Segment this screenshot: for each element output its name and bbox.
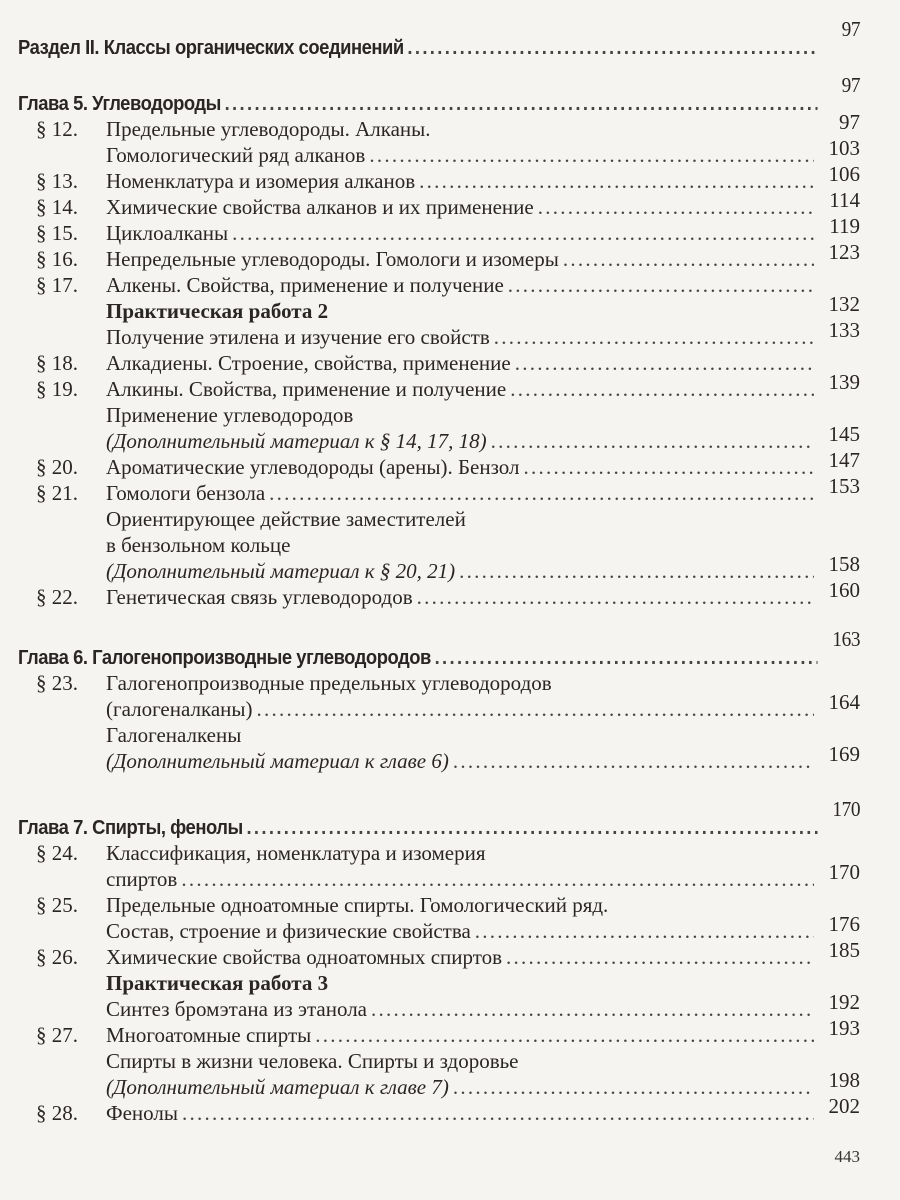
entry-title: (Дополнительный материал к § 20, 21) xyxy=(106,559,456,583)
toc-entry xyxy=(18,990,860,1022)
entry-title: Классификация, номенклатура и изомерия xyxy=(106,841,486,865)
entry-title: Ориентирующее действие заместителей xyxy=(106,507,466,531)
entry-page-number: 123 xyxy=(828,240,860,264)
entry-title: Синтез бромэтана из этанола xyxy=(106,997,368,1021)
entry-page-number: 133 xyxy=(828,318,860,342)
paragraph-number: § 18. xyxy=(36,351,78,375)
paragraph-number: § 24. xyxy=(36,841,78,865)
entry-title: Практическая работа 2 xyxy=(106,299,329,323)
dot-leader xyxy=(506,944,814,970)
entry-page-number: 163 xyxy=(832,627,861,651)
entry-page-number: 185 xyxy=(828,938,860,962)
dot-leader xyxy=(508,272,814,298)
toc-entry xyxy=(18,578,860,610)
toc-entry xyxy=(18,970,860,996)
entry-title: Гомологический ряд алканов xyxy=(106,143,366,167)
entry-title: Генетическая связь углеводородов xyxy=(106,585,413,609)
paragraph-number: § 20. xyxy=(36,455,78,479)
dot-leader xyxy=(315,1022,814,1048)
entry-title: спиртов xyxy=(106,867,178,891)
dot-leader xyxy=(182,1100,814,1126)
toc-chapter-heading xyxy=(18,627,861,670)
toc-entry xyxy=(18,474,860,506)
toc-entry xyxy=(18,1048,860,1074)
paragraph-number: § 14. xyxy=(36,195,78,219)
toc-entry xyxy=(18,162,860,194)
toc-entry xyxy=(18,136,860,168)
dot-leader xyxy=(459,558,814,584)
dot-leader xyxy=(225,91,818,117)
entry-title: Алкадиены. Строение, свойства, применение xyxy=(106,351,511,375)
dot-leader xyxy=(369,142,814,168)
entry-page-number: 170 xyxy=(832,797,861,821)
entry-page-number: 97 xyxy=(841,17,861,41)
dot-leader xyxy=(407,35,817,61)
entry-page-number: 193 xyxy=(828,1016,860,1040)
entry-page-number: 106 xyxy=(828,162,860,186)
dot-leader xyxy=(453,1074,814,1100)
paragraph-number: § 17. xyxy=(36,273,78,297)
dot-leader xyxy=(417,584,814,610)
toc-entry xyxy=(18,722,860,748)
entry-title: (Дополнительный материал к главе 6) xyxy=(106,749,449,773)
toc-entry xyxy=(18,1068,860,1100)
toc-entry xyxy=(18,670,860,696)
entry-title: Глава 6. Галогенопроизводные углеводородов xyxy=(18,647,431,669)
entry-title: Фенолы xyxy=(106,1101,178,1125)
paragraph-number: § 25. xyxy=(36,893,78,917)
dot-leader xyxy=(475,918,814,944)
toc-entry xyxy=(18,840,860,866)
entry-page-number: 97 xyxy=(841,73,861,97)
toc-entry xyxy=(18,292,860,324)
entry-page-number: 132 xyxy=(828,292,860,316)
entry-title: Спирты в жизни человека. Спирты и здоровье xyxy=(106,1049,519,1073)
toc-entry xyxy=(18,110,860,142)
dot-leader xyxy=(515,350,814,376)
entry-title: Химические свойства одноатомных спиртов xyxy=(106,945,503,969)
toc-entry xyxy=(18,350,860,376)
entry-title: Глава 7. Спирты, фенолы xyxy=(18,817,243,839)
entry-title: Алкены. Свойства, применение и получение xyxy=(106,273,504,297)
paragraph-number: § 28. xyxy=(36,1101,78,1125)
entry-title: Химические свойства алканов и их применение xyxy=(106,195,534,219)
entry-title: Галогенопроизводные предельных углеводородов xyxy=(106,671,552,695)
toc-entry xyxy=(18,422,860,454)
toc-entry xyxy=(18,742,860,774)
entry-title: Раздел II. Классы органических соединений xyxy=(18,37,404,59)
dot-leader xyxy=(257,696,814,722)
toc-entry xyxy=(18,402,860,428)
entry-title: (Дополнительный материал к главе 7) xyxy=(106,1075,449,1099)
entry-title: Получение этилена и изучение его свойств xyxy=(106,325,490,349)
entry-title: Номенклатура и изомерия алканов xyxy=(106,169,416,193)
toc-entry xyxy=(18,188,860,220)
dot-leader xyxy=(435,645,818,671)
paragraph-number: § 26. xyxy=(36,945,78,969)
toc-entry xyxy=(18,448,860,480)
toc-entry xyxy=(18,860,860,892)
dot-leader xyxy=(563,246,814,272)
dot-leader xyxy=(181,866,814,892)
entry-title: Многоатомные спирты xyxy=(106,1023,312,1047)
entry-page-number: 164 xyxy=(828,690,860,714)
dot-leader xyxy=(269,480,814,506)
toc-chapter-heading xyxy=(18,17,861,60)
paragraph-number: § 27. xyxy=(36,1023,78,1047)
dot-leader xyxy=(419,168,814,194)
dot-leader xyxy=(371,996,814,1022)
paragraph-number: § 13. xyxy=(36,169,78,193)
dot-leader xyxy=(523,454,814,480)
paragraph-number: § 19. xyxy=(36,377,78,401)
entry-title: в бензольном кольце xyxy=(106,533,291,557)
paragraph-number: § 12. xyxy=(36,117,78,141)
entry-title: Ароматические углеводороды (арены). Бензол xyxy=(106,455,520,479)
dot-leader xyxy=(246,815,817,841)
toc-entry xyxy=(18,532,860,558)
toc-entry xyxy=(18,506,860,532)
toc-entry xyxy=(18,1094,860,1126)
toc-entry xyxy=(18,552,860,584)
paragraph-number: § 23. xyxy=(36,671,78,695)
entry-page-number: 170 xyxy=(828,860,860,884)
entry-page-number: 158 xyxy=(828,552,860,576)
dot-leader xyxy=(453,748,814,774)
entry-page-number: 160 xyxy=(828,578,860,602)
toc-entry xyxy=(18,912,860,944)
toc-entry xyxy=(18,690,860,722)
toc-entry xyxy=(18,370,860,402)
entry-page-number: 192 xyxy=(828,990,860,1014)
toc-chapter-heading xyxy=(18,73,861,116)
entry-title: Алкины. Свойства, применение и получение xyxy=(106,377,507,401)
toc-entry xyxy=(18,272,860,298)
entry-title: Предельные одноатомные спирты. Гомологический ряд. xyxy=(106,893,609,917)
toc-entry xyxy=(18,214,860,246)
entry-title: Непредельные углеводороды. Гомологи и изомеры xyxy=(106,247,559,271)
entry-page-number: 119 xyxy=(829,214,860,238)
entry-page-number: 198 xyxy=(828,1068,860,1092)
entry-page-number: 97 xyxy=(839,110,860,134)
toc-entry xyxy=(18,1016,860,1048)
entry-page-number: 147 xyxy=(828,448,860,472)
page-number: 443 xyxy=(834,1147,860,1166)
dot-leader xyxy=(494,324,814,350)
toc-entry xyxy=(18,318,860,350)
entry-title: Применение углеводородов xyxy=(106,403,354,427)
entry-page-number: 114 xyxy=(829,188,860,212)
toc-entry xyxy=(18,938,860,970)
entry-title: Практическая работа 3 xyxy=(106,971,329,995)
toc-entry xyxy=(18,892,860,918)
toc-entry xyxy=(18,240,860,272)
dot-leader xyxy=(538,194,814,220)
entry-page-number: 176 xyxy=(828,912,860,936)
entry-page-number: 145 xyxy=(828,422,860,446)
paragraph-number: § 16. xyxy=(36,247,78,271)
entry-title: Циклоалканы xyxy=(106,221,229,245)
paragraph-number: § 21. xyxy=(36,481,78,505)
entry-title: (Дополнительный материал к § 14, 17, 18) xyxy=(106,429,487,453)
entry-title: Гомологи бензола xyxy=(106,481,266,505)
paragraph-number: § 22. xyxy=(36,585,78,609)
entry-title: Глава 5. Углеводороды xyxy=(18,93,221,115)
entry-title: (галогеналканы) xyxy=(106,697,253,721)
entry-title: Галогеналкены xyxy=(106,723,242,747)
entry-title: Состав, строение и физические свойства xyxy=(106,919,471,943)
toc-chapter-heading xyxy=(18,797,861,840)
paragraph-number: § 15. xyxy=(36,221,78,245)
table-of-contents xyxy=(18,17,861,1126)
dot-leader xyxy=(510,376,814,402)
entry-page-number: 202 xyxy=(828,1094,860,1118)
entry-page-number: 139 xyxy=(828,370,860,394)
dot-leader xyxy=(491,428,814,454)
entry-page-number: 153 xyxy=(828,474,860,498)
dot-leader xyxy=(232,220,814,246)
entry-title: Предельные углеводороды. Алканы. xyxy=(106,117,431,141)
entry-page-number: 103 xyxy=(828,136,860,160)
entry-page-number: 169 xyxy=(828,742,860,766)
